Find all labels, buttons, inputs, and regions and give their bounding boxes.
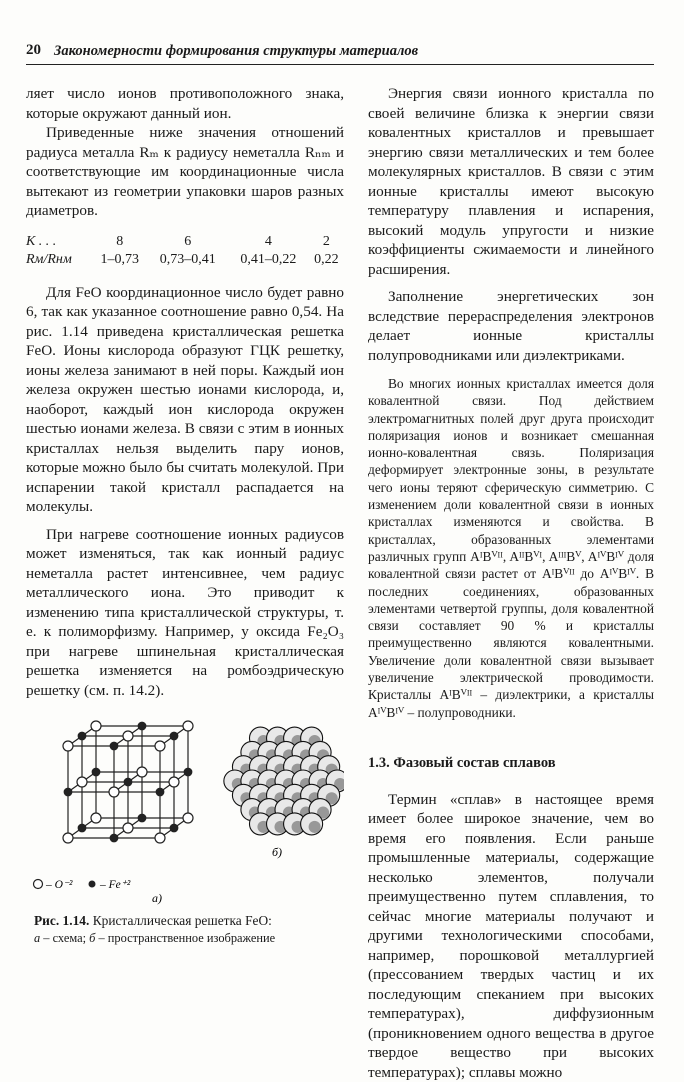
ratio-label: Rм/Rнм [26, 251, 72, 267]
iron-ion [124, 778, 132, 786]
right-paragraph-1: Энергия связи ионного кристалла по своей величине близка к энергии связи ковалентных кристаллов и превышает энергию связи металлических и тем более молекулярных кристаллов. В связи с этим ионные кристаллы имеют высокую температуру плавления и испарения, высокий модуль упругости и низкие коэффициенты сжимаемости и линейного расширения. [368, 85, 654, 278]
right-paragraph-2: Заполнение энергетических зон вследствие перераспределения электронов делает ионные кристаллы полупроводниками или диэлектриками. [368, 288, 654, 364]
figure-caption [34, 912, 344, 947]
coord-value: 4 [264, 233, 272, 249]
oxygen-ion [91, 721, 101, 731]
left-paragraph-4: При нагреве соотношение ионных радиусов может изменяться, так как ионный радиус неметалла растет интенсивнее, чем радиус металлического иона. Это приводит к изменению типа кристаллической структуры, т. е. к полиморфизму. Например, у оксида Fe₂O₃ при нагреве шпинельная кристаллическая решетка изменяется на ромбоэдрическую решетку (см. п. 14.2). [26, 525, 344, 699]
coord-value: 2 [322, 233, 330, 249]
iron-legend-icon [89, 881, 96, 888]
sphere-packing [224, 727, 344, 835]
iron-ion [170, 732, 178, 740]
figure-fe0-lattice [30, 706, 344, 906]
oxygen-legend-icon [34, 880, 43, 889]
left-paragraph-2: Приведенные ниже значения отношений радиуса металла Rₘ к радиусу неметалла Rₙₘ и соответствующие им координационные числа вытекают из геометрии упаковки шаров разных диаметров. [26, 124, 344, 219]
oxygen-ion [183, 813, 193, 823]
oxygen-ion [109, 787, 119, 797]
oxygen-ion [155, 741, 165, 751]
caption-a-text: – схема; [40, 931, 90, 945]
right-paragraph-3: Термин «сплав» в настоящее время имеет более широкое значение, чем во время его появления. Если раньше промышленные материалы, содержащие несколько элементов, получали преимущественно путем сплавления, то сейчас многие материалы получают и другими технологическими способами, например, порошковой металлургией (прессованием твердых частиц и их последующим спеканием при высоких температурах), диффузионным (проникновением одного вещества в другое твердое вещество при высоких температурах); сплавы можно [368, 790, 654, 1081]
caption-b-label: б [89, 931, 96, 945]
ratio-value: 0,41–0,22 [240, 251, 297, 267]
ratio-value: 1–0,73 [100, 251, 139, 267]
iron-ion [138, 814, 146, 822]
left-column [26, 84, 344, 700]
ratio-value: 0,22 [314, 251, 339, 267]
oxygen-ion [123, 823, 133, 833]
iron-ion [170, 824, 178, 832]
sphere-shade [309, 821, 321, 833]
iron-ion [110, 742, 118, 750]
oxygen-ion [123, 731, 133, 741]
iron-ion [92, 768, 100, 776]
small-print-block [368, 375, 654, 721]
caption-a-label: а [34, 931, 41, 945]
iron-ion [138, 722, 146, 730]
caption-line-2 [34, 931, 275, 945]
iron-ion [184, 768, 192, 776]
oxygen-ion [137, 767, 147, 777]
caption-number: Рис. 1.14. [34, 913, 90, 928]
page-header [26, 42, 654, 65]
page-number: 20 [26, 42, 41, 58]
figure-label-a: а) [152, 891, 162, 905]
oxygen-ion [77, 777, 87, 787]
ratio-value: 0,73–0,41 [159, 251, 216, 267]
oxygen-ion [63, 741, 73, 751]
coord-value: 6 [184, 233, 192, 249]
oxygen-ion [183, 721, 193, 731]
left-paragraph-1: ляет число ионов противоположного знака, которые окружают данный ион. [26, 85, 344, 122]
small-paragraph: Во многих ионных кристаллах имеется доля ковалентной связи. Под действием электромагнитных полей друг друга происходит поляризация ионов и возникает смешанная ионно-ковалентная связь. Поляризация деформирует электронные зоны, в результате чего ионы теряют сферическую симметрию. С изменением доли ковалентной связи в ионных кристаллах изменяются и свойства. В кристаллах, образованных элементами различных групп AᴵBⱽᴵᴵ, AᴵᴵBⱽᴵ, AᴵᴵᴵBⱽ, AᴵⱽBᴵⱽ доля ковалентной связи растет от AᴵBⱽᴵᴵ до AᴵⱽBᴵⱽ. В последних соединениях, образованных элементами четвертой группы, доля ковалентной связи составляет 90 % и кристаллы преимущественно являются ковалентными. Увеличение доли ковалентной связи вызывает увеличение электрической проводимости. Кристаллы AᴵBⱽᴵᴵ – диэлектрики, а кристаллы AᴵⱽBᴵⱽ – полупроводники. [368, 376, 654, 720]
caption-b-text: – пространственное изображение [95, 931, 276, 945]
oxygen-legend: – O⁻² [46, 879, 73, 891]
oxygen-ion [169, 777, 179, 787]
oxygen-ion [91, 813, 101, 823]
left-paragraph-3: Для FeO координационное число будет равно 6, так как указанное соотношение равно 0,54. На рис. 1.14 приведена кристаллическая решетка FeO. Ионы кислорода образуют ГЦК решетку, ионы железа занимают в ней поры. Каждый ион железа окружен шестью ионами кислорода, и, наоборот, каждый ион кислорода окружен шестью ионами железа. В связи с этим в ионных кристаллах нельзя выделить пару ионов, которые можно было бы считать молекулой. При испарении такой кристалл распадается на молекулы. [26, 283, 344, 515]
lattice-illustration [30, 706, 344, 906]
iron-ion [78, 824, 86, 832]
figure-label-b: б) [272, 845, 283, 859]
coordination-table [26, 233, 344, 269]
coord-label: К . . . [26, 233, 57, 249]
oxygen-ion [155, 833, 165, 843]
section-heading: 1.3. Фазовый состав сплавов [368, 754, 556, 771]
iron-ion [110, 834, 118, 842]
running-title: Закономерности формирования структуры материалов [54, 43, 419, 59]
iron-ion [156, 788, 164, 796]
iron-ion [64, 788, 72, 796]
right-column [368, 84, 654, 1082]
coord-value: 8 [116, 233, 124, 249]
iron-legend: – Fe⁺² [100, 879, 131, 891]
lattice-schema [63, 721, 193, 843]
iron-ion [78, 732, 86, 740]
caption-title: Кристаллическая решетка FeO: [92, 913, 272, 928]
oxygen-ion [63, 833, 73, 843]
